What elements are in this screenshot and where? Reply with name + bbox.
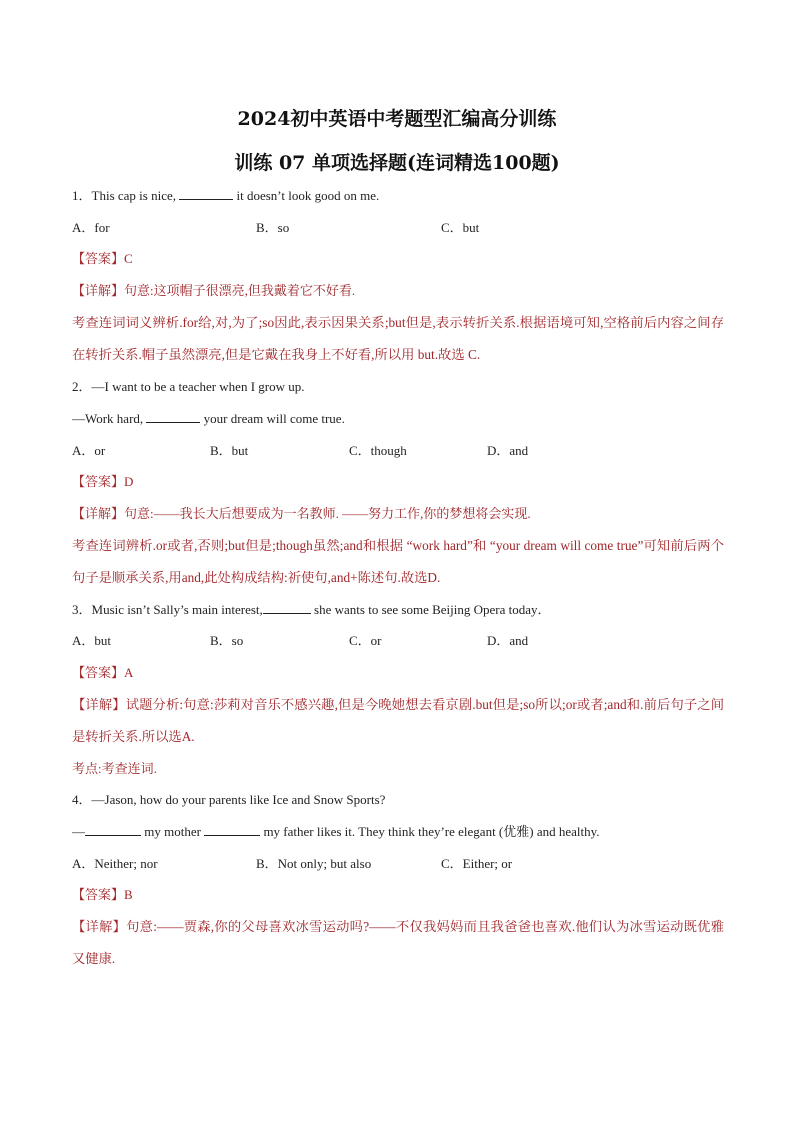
question-4-prompt: 4．—Jason, how do your parents like Ice and Snow Sports? (72, 792, 386, 807)
question-2-stem: —Work hard, your dream will come true. (72, 411, 345, 426)
answer-label: 【答案】 (72, 665, 125, 680)
question-1-explanation: 考查连词词义辨析.for给,对,为了;so因此,表示因果关系;but但是,表示转折关系.根据语境可知,空格前后内容之间存在转折关系.帽子虽然漂亮,但是它戴在我身上不好看,所以用 but.故选 C. (72, 315, 724, 362)
answer-label: 【答案】 (72, 251, 125, 266)
question-3-answer: 【答案】A (72, 665, 134, 680)
question-3-stem: 3．Music isn’t Sally’s main interest, she wants to see some Beijing Opera today． (72, 602, 551, 617)
detail-label: 【详解】 (72, 506, 125, 521)
question-2-option-a: A．or (72, 443, 106, 458)
question-number: 1． (72, 188, 92, 203)
question-2-prompt: 2．—I want to be a teacher when I grow up. (72, 379, 305, 394)
question-1-detail: 【详解】句意:这项帽子很漂亮,但我戴着它不好看. (72, 283, 356, 298)
answer-blank (146, 411, 200, 423)
question-4-answer: 【答案】B (72, 887, 133, 902)
answer-blank (179, 188, 233, 200)
detail-label: 【详解】 (72, 283, 125, 298)
question-3-option-d: D．and (487, 633, 529, 648)
question-4-stem: — my mother my father likes it. They think they’re elegant (优雅) and healthy. (72, 824, 600, 839)
question-3-note: 考点:考查连词. (72, 761, 157, 776)
question-3-detail: 【详解】试题分析:句意:莎莉对音乐不感兴趣,但是今晚她想去看京剧.but但是;so所以;or或者;and和.前后句子之间是转折关系.所以选A. (72, 697, 724, 744)
question-2-option-b: B．but (210, 443, 249, 458)
answer-blank (204, 824, 260, 836)
question-2-explanation: 考查连词辨析.or或者,否则;but但是;though虽然;and和根据 “work hard”和 “your dream will come true”可知前后两个句子是顺承关系,用and,此处构成结构:祈使句,and+陈述句.故选D. (72, 538, 724, 585)
document-subtitle: 训练 07 单项选择题(连词精选100题) (234, 152, 560, 174)
question-4-option-c: C．Either; or (441, 856, 513, 871)
answer-blank (85, 824, 141, 836)
detail-label: 【详解】 (72, 919, 127, 934)
question-number: 2． (72, 379, 92, 394)
question-3-option-a: A．but (72, 633, 112, 648)
answer-label: 【答案】 (72, 474, 125, 489)
question-number: 4． (72, 792, 92, 807)
question-1-option-c: C．but (441, 220, 480, 235)
question-1-option-b: B．so (256, 220, 290, 235)
detail-label: 【详解】 (72, 697, 126, 712)
question-4-option-a: A．Neither; nor (72, 856, 158, 871)
question-1-stem: 1．This cap is nice, it doesn’t look good on me. (72, 188, 380, 203)
question-4-option-b: B．Not only; but also (256, 856, 372, 871)
answer-label: 【答案】 (72, 887, 125, 902)
question-3-option-b: B．so (210, 633, 244, 648)
question-2-option-c: C．though (349, 443, 407, 458)
document-title: 2024初中英语中考题型汇编高分训练 (237, 108, 557, 130)
question-4-detail: 【详解】句意:——贾森,你的父母喜欢冰雪运动吗?——不仅我妈妈而且我爸爸也喜欢.他们认为冰雪运动既优雅又健康. (72, 919, 725, 966)
question-2-option-d: D．and (487, 443, 529, 458)
answer-blank (263, 602, 311, 614)
question-3-option-c: C．or (349, 633, 382, 648)
question-1-answer: 【答案】C (72, 251, 133, 266)
question-number: 3． (72, 602, 92, 617)
question-2-detail: 【详解】句意:——我长大后想要成为一名教师. ——努力工作,你的梦想将会实现. (72, 506, 531, 521)
question-1-option-a: A．for (72, 220, 110, 235)
question-2-answer: 【答案】D (72, 474, 134, 489)
